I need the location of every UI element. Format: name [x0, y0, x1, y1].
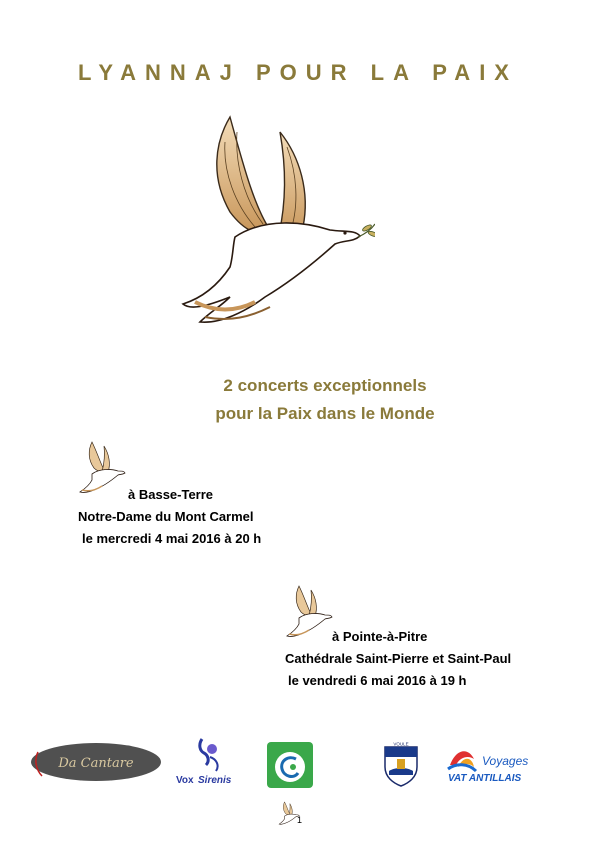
- event-2-date: le vendredi 6 mai 2016 à 19 h: [288, 673, 467, 688]
- shield-text: VOULE: [393, 741, 409, 747]
- dove-illustration: [175, 112, 375, 352]
- choir-logo: [266, 741, 314, 789]
- subtitle-line-1: 2 concerts exceptionnels: [223, 376, 427, 395]
- event-2-venue: Cathédrale Saint-Pierre et Saint-Paul: [285, 651, 512, 666]
- event-1-venue: Notre-Dame du Mont Carmel: [78, 509, 254, 524]
- event-1-city: à Basse-Terre: [128, 487, 214, 502]
- vat-antillais-text: VAT ANTILLAIS: [448, 773, 522, 784]
- dacantare-text: Da Cantare: [58, 756, 134, 771]
- vox-sirenis-logo: [172, 737, 247, 789]
- vat-antillais-logo: [446, 745, 546, 787]
- city-shield-logo: [383, 741, 419, 787]
- page-title: LYANNAJ POUR LA PAIX: [78, 60, 518, 85]
- subtitle: [0, 372, 596, 428]
- small-dove-icon: [285, 584, 333, 638]
- event-1-date: le mercredi 4 mai 2016 à 20 h: [82, 531, 262, 546]
- small-dove-icon: [78, 440, 126, 494]
- event-2-city: à Pointe-à-Pitre: [332, 629, 428, 644]
- sirenis-text: Sirenis: [198, 775, 232, 786]
- vox-text: Vox: [176, 775, 194, 786]
- page-number: 1: [297, 815, 303, 825]
- subtitle-line-2: pour la Paix dans le Monde: [215, 404, 435, 423]
- vat-voyages-text: Voyages: [482, 754, 529, 768]
- dacantare-logo: [30, 742, 162, 782]
